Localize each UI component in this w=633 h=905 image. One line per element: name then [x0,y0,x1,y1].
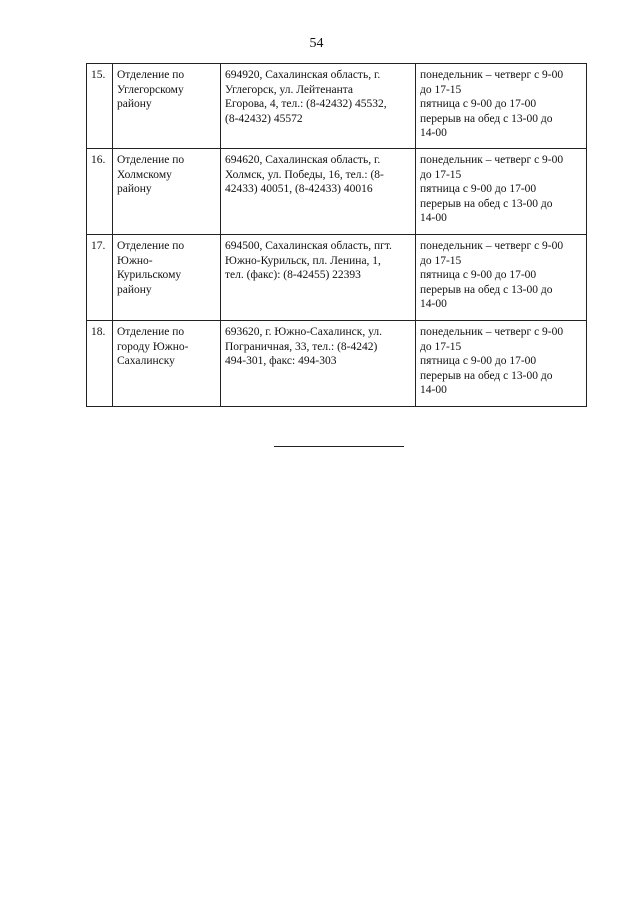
office-hours-text: понедельник – четверг с 9-00 до 17-15 пятница с 9-00 до 17-00 перерыв на обед с 13-00 до 14-00 [420,240,564,310]
office-address [221,235,416,321]
office-name-text: Отделение по Холмскому району [117,154,185,195]
row-number [87,64,113,149]
row-number [87,235,113,321]
office-hours-text: понедельник – четверг с 9-00 до 17-15 пятница с 9-00 до 17-00 перерыв на обед с 13-00 до 14-00 [420,69,564,139]
row-number [87,321,113,407]
row-number-text: 18. [91,326,106,338]
table-row [87,149,587,235]
office-name [113,149,221,235]
office-name [113,64,221,149]
office-address-text: 694920, Сахалинская область, г. Углегорск, ул. Лейтенанта Егорова, 4, тел.: (8-42432) 45532, (8-42432) 45572 [225,69,387,125]
page-number: 54 [309,36,324,51]
office-address [221,64,416,149]
table-row [87,64,587,149]
table-row [87,321,587,407]
office-hours [416,235,587,321]
office-hours [416,64,587,149]
office-hours-text: понедельник – четверг с 9-00 до 17-15 пятница с 9-00 до 17-00 перерыв на обед с 13-00 до 14-00 [420,154,564,224]
office-name-text: Отделение по городу Южно- Сахалинску [117,326,189,367]
row-number-text: 16. [91,154,106,166]
table-row [87,235,587,321]
row-number-text: 15. [91,69,106,81]
office-address [221,321,416,407]
office-hours [416,321,587,407]
end-divider-line [274,446,404,447]
office-hours [416,149,587,235]
offices-table [86,63,587,407]
office-address-text: 694500, Сахалинская область, пгт. Южно-Курильск, пл. Ленина, 1, тел. (факс): (8-42455) 22393 [225,240,392,281]
office-address-text: 693620, г. Южно-Сахалинск, ул. Пограничная, 33, тел.: (8-4242) 494-301, факс: 494-303 [225,326,382,367]
row-number [87,149,113,235]
office-name-text: Отделение по Углегорскому району [117,69,185,110]
office-name [113,321,221,407]
office-name-text: Отделение по Южно- Курильскому району [117,240,185,296]
office-address [221,149,416,235]
office-address-text: 694620, Сахалинская область, г. Холмск, ул. Победы, 16, тел.: (8- 42433) 40051, (8-42433) 40016 [225,154,384,195]
office-name [113,235,221,321]
office-hours-text: понедельник – четверг с 9-00 до 17-15 пятница с 9-00 до 17-00 перерыв на обед с 13-00 до 14-00 [420,326,564,396]
row-number-text: 17. [91,240,106,252]
